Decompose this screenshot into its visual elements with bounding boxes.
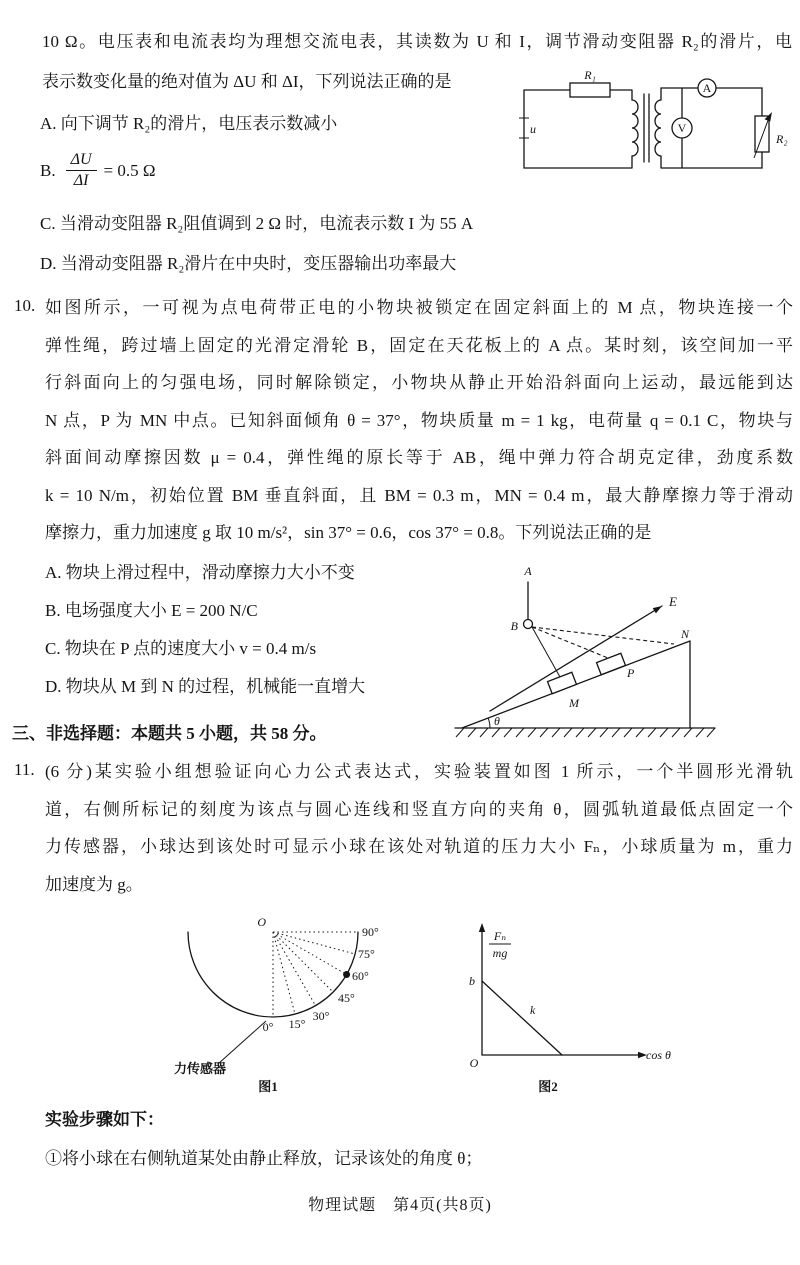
q9-option-b-fraction bbox=[66, 150, 97, 191]
q11-stem-line-1: (6 分)某实验小组想验证向心力公式表达式，实验装置如图 1 所示，一个半圆形光滑轨 bbox=[45, 762, 793, 781]
q11-figure1 bbox=[158, 910, 393, 1095]
q10-number: 10. bbox=[14, 296, 36, 315]
q11-stem-line-2: 道，右侧所标记的刻度为该点与圆心连线和竖直方向的夹角 θ，圆弧轨道最低点固定一个 bbox=[45, 800, 793, 819]
point-b-label: B bbox=[510, 619, 518, 633]
figure1-caption: 图1 bbox=[258, 1079, 278, 1094]
angle-label-15: 15° bbox=[288, 1017, 306, 1031]
q10-stem-line-7: 摩擦力，重力加速度 g 取 10 m/s²，sin 37° = 0.6，cos 37° = 0.8。下列说法正确的是 bbox=[45, 523, 652, 542]
q10-option-c: C. 物块在 P 点的速度大小 v = 0.4 m/s bbox=[45, 639, 317, 658]
q9-circuit-diagram bbox=[512, 68, 797, 188]
data-line bbox=[482, 981, 562, 1055]
point-a-label: A bbox=[524, 564, 532, 578]
q10-stem-line-4: N 点，P 为 MN 中点。已知斜面倾角 θ = 37°，物块质量 m = 1 kg，电荷量 q = 0.1 C，物块与 bbox=[45, 411, 793, 430]
field-arrowhead bbox=[653, 606, 662, 613]
q9-stem-line-1: 10 Ω。电压表和电流表均为理想交流电表，其读数为 U 和 I，调节滑动变阻器 R₂的滑片，电 bbox=[42, 32, 792, 51]
theta-arc bbox=[488, 718, 490, 728]
q10-incline-diagram bbox=[450, 556, 800, 741]
q11-stem-line-3: 力传感器，小球达到该处时可显示小球在该处对轨道的压力大小 Fₙ，小球质量为 m，重力 bbox=[45, 837, 793, 856]
y-axis-arrowhead bbox=[479, 923, 485, 932]
pulley-icon bbox=[524, 620, 533, 629]
fraction-denominator: ΔI bbox=[73, 172, 89, 189]
transformer-primary-coil bbox=[632, 100, 638, 156]
block-at-p bbox=[597, 653, 626, 674]
ball-icon bbox=[343, 971, 350, 978]
q11-number: 11. bbox=[14, 760, 35, 779]
resistor-r1 bbox=[570, 83, 610, 97]
page-footer: 物理试题 第4页(共8页) bbox=[308, 1197, 492, 1214]
resistor-r1-label: R₁ bbox=[584, 68, 596, 82]
q9-option-d: D. 当滑动变阻器 R₂滑片在中央时，变压器输出功率最大 bbox=[40, 254, 457, 273]
origin-o-label: O bbox=[469, 1056, 479, 1070]
angle-label-90: 90° bbox=[362, 925, 379, 939]
angle-label-75: 75° bbox=[358, 947, 375, 961]
primary-wires bbox=[524, 90, 632, 168]
intercept-b-label: b bbox=[469, 974, 475, 988]
figure2-caption: 图2 bbox=[538, 1079, 558, 1094]
point-m-label: M bbox=[569, 696, 579, 710]
point-p-label: P bbox=[627, 666, 635, 680]
angle-label-0: 0° bbox=[262, 1020, 274, 1034]
center-o-label: O bbox=[257, 915, 266, 929]
point-n-label: N bbox=[681, 627, 690, 641]
elastic-rope-bm bbox=[532, 627, 560, 677]
y-axis-label-numerator: Fₙ bbox=[493, 929, 507, 943]
rheostat-r2-label: R₂ bbox=[776, 132, 788, 146]
fraction-numerator: ΔU bbox=[66, 150, 97, 171]
q9-option-b-tail: = 0.5 Ω bbox=[103, 160, 156, 180]
q9-stem-line-2: 表示数变化量的绝对值为 ΔU 和 ΔI，下列说法正确的是 bbox=[42, 72, 452, 91]
ammeter-label: A bbox=[702, 81, 712, 95]
field-e-label: E bbox=[669, 594, 677, 609]
force-sensor-label: 力传感器 bbox=[174, 1061, 227, 1076]
transformer-core bbox=[644, 94, 649, 162]
q9-option-b bbox=[40, 150, 156, 191]
q11-stem-line-4: 加速度为 g。 bbox=[45, 875, 143, 894]
q11-figure2 bbox=[450, 910, 690, 1095]
block-at-m bbox=[548, 672, 577, 693]
slope-k-label: k bbox=[530, 1003, 536, 1017]
q9-option-c: C. 当滑动变阻器 R₂阻值调到 2 Ω 时，电流表示数 I 为 55 A bbox=[40, 214, 474, 233]
q10-stem-line-3: 行斜面向上的匀强电场，同时解除锁定，小物块从静止开始沿斜面向上运动，最远能到达 bbox=[45, 373, 793, 392]
transformer-secondary-coil bbox=[655, 100, 661, 156]
q10-stem-line-6: k = 10 N/m，初始位置 BM 垂直斜面，且 BM = 0.3 m，MN = 0.4 m，最大静摩擦力等于滑动 bbox=[45, 486, 793, 505]
theta-label: θ bbox=[494, 714, 500, 728]
q10-stem-line-2: 弹性绳，跨过墙上固定的光滑定滑轮 B，固定在天花板上的 A 点。某时刻，该空间加一平 bbox=[45, 336, 793, 355]
q11-steps-title: 实验步骤如下： bbox=[45, 1110, 164, 1129]
q10-option-a: A. 物块上滑过程中，滑动摩擦力大小不变 bbox=[45, 563, 355, 582]
q9-option-a: A. 向下调节 R₂的滑片，电压表示数减小 bbox=[40, 114, 338, 133]
q10-stem-line-5: 斜面间动摩擦因数 μ = 0.4，弹性绳的原长等于 AB，绳中弹力符合胡克定律，劲度系数 bbox=[45, 448, 793, 467]
angle-label-45: 45° bbox=[338, 991, 355, 1005]
ground-hatching bbox=[456, 728, 715, 737]
q10-option-d: D. 物块从 M 到 N 的过程，机械能一直增大 bbox=[45, 677, 366, 696]
q10-option-b: B. 电场强度大小 E = 200 N/C bbox=[45, 601, 258, 620]
angle-label-60: 60° bbox=[352, 969, 369, 983]
angle-label-30: 30° bbox=[312, 1009, 330, 1023]
x-axis-label: cos θ bbox=[646, 1048, 671, 1062]
y-axis-label-denominator: mg bbox=[492, 946, 508, 960]
source-u-label: u bbox=[530, 122, 536, 136]
q11-step-1: ①将小球在右侧轨道某处由静止释放，记录该处的角度 θ； bbox=[45, 1149, 483, 1168]
q9-option-b-prefix: B. bbox=[40, 160, 56, 180]
section3-heading: 三、非选择题：本题共 5 小题，共 58 分。 bbox=[12, 724, 327, 743]
voltmeter-label: V bbox=[677, 121, 687, 135]
q10-stem-line-1: 如图所示，一可视为点电荷带正电的小物块被锁定在固定斜面上的 M 点，物块连接一个 bbox=[45, 298, 793, 317]
rheostat-r2 bbox=[755, 116, 769, 152]
sensor-pointer-line bbox=[218, 1021, 266, 1064]
